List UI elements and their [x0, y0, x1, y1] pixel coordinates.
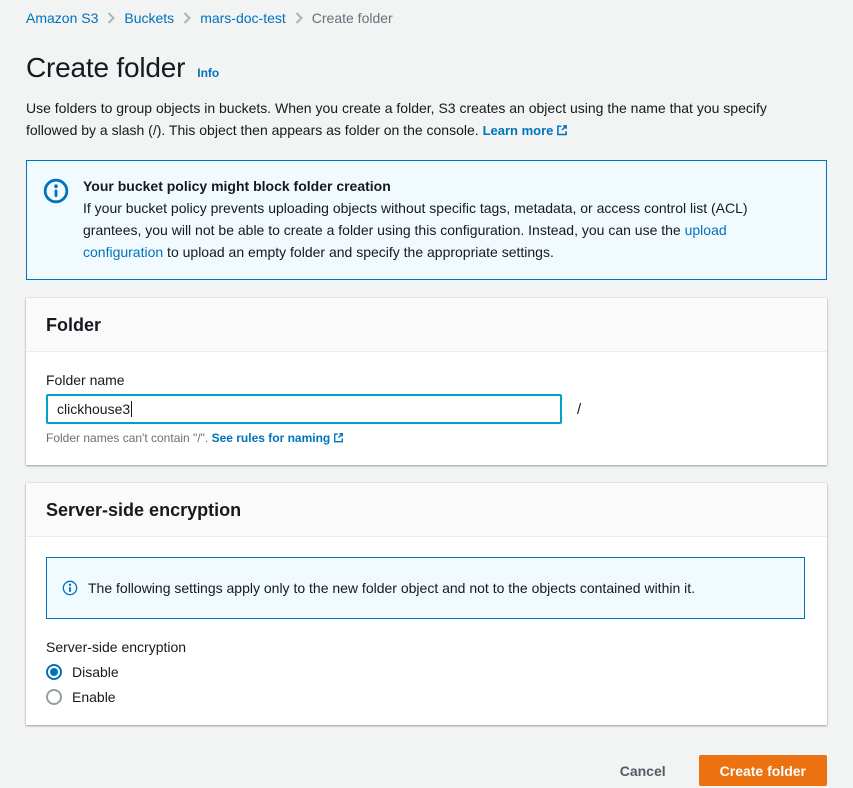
alert-title: Your bucket policy might block folder creation [83, 178, 391, 194]
alert-body: If your bucket policy prevents uploading objects without specific tags, metadata, or access control list (ACL) grantees, you will not be able to create a folder using this configuration. Instead, you can use the upload configuration to upload an empty folder and specify the appropriate settings. [83, 200, 748, 260]
breadcrumb [26, 10, 827, 26]
page-description-text: Use folders to group objects in buckets. When you create a folder, S3 creates an object using the name that you specify followed by a slash (/). This object then appears as folder on the console. [26, 100, 767, 138]
radio-label-disable: Disable [72, 664, 119, 680]
external-link-icon [556, 124, 568, 136]
breadcrumb-current-page: Create folder [311, 10, 393, 26]
radio-option-disable[interactable] [46, 664, 807, 680]
text-caret [131, 401, 132, 417]
encryption-note [46, 557, 805, 619]
folder-section [26, 298, 827, 465]
folder-name-input[interactable] [46, 394, 562, 424]
radio-unselected-icon [46, 689, 62, 705]
encryption-section-title: Server-side encryption [46, 500, 242, 520]
form-actions [26, 755, 827, 786]
breadcrumb-chevron-icon [183, 12, 191, 24]
breadcrumb-amazon-s3[interactable]: Amazon S3 [26, 10, 99, 26]
bucket-policy-alert [26, 160, 827, 280]
encryption-section [26, 483, 827, 725]
folder-name-value: clickhouse3 [57, 401, 131, 417]
encryption-group-label: Server-side encryption [46, 639, 187, 655]
page-description [26, 97, 821, 142]
folder-section-title: Folder [46, 315, 102, 335]
info-circle-icon [43, 175, 69, 263]
page-title: Create folder [26, 52, 186, 83]
cancel-button[interactable]: Cancel [599, 757, 687, 785]
radio-label-enable: Enable [72, 689, 116, 705]
info-circle-outline-icon [62, 580, 78, 596]
folder-name-helper: Folder names can't contain "/". See rules for naming [46, 431, 807, 445]
breadcrumb-chevron-icon [107, 12, 115, 24]
create-folder-button[interactable]: Create folder [699, 755, 827, 786]
folder-section-header [26, 298, 827, 352]
encryption-section-header [26, 483, 827, 537]
rules-for-naming-link[interactable]: See rules for naming [212, 431, 345, 445]
breadcrumb-chevron-icon [295, 12, 303, 24]
radio-selected-icon [46, 664, 62, 680]
folder-name-label: Folder name [46, 372, 125, 388]
info-link[interactable]: Info [197, 66, 220, 80]
encryption-note-text: The following settings apply only to the new folder object and not to the objects contained within it. [88, 580, 696, 596]
breadcrumb-bucket-name[interactable]: mars-doc-test [200, 10, 286, 26]
breadcrumb-buckets[interactable]: Buckets [124, 10, 175, 26]
external-link-icon [333, 432, 344, 443]
folder-name-suffix: / [577, 400, 582, 418]
radio-option-enable[interactable] [46, 689, 807, 705]
learn-more-link[interactable]: Learn more [483, 123, 569, 138]
upload-configuration-link[interactable]: upload configuration [83, 222, 727, 260]
